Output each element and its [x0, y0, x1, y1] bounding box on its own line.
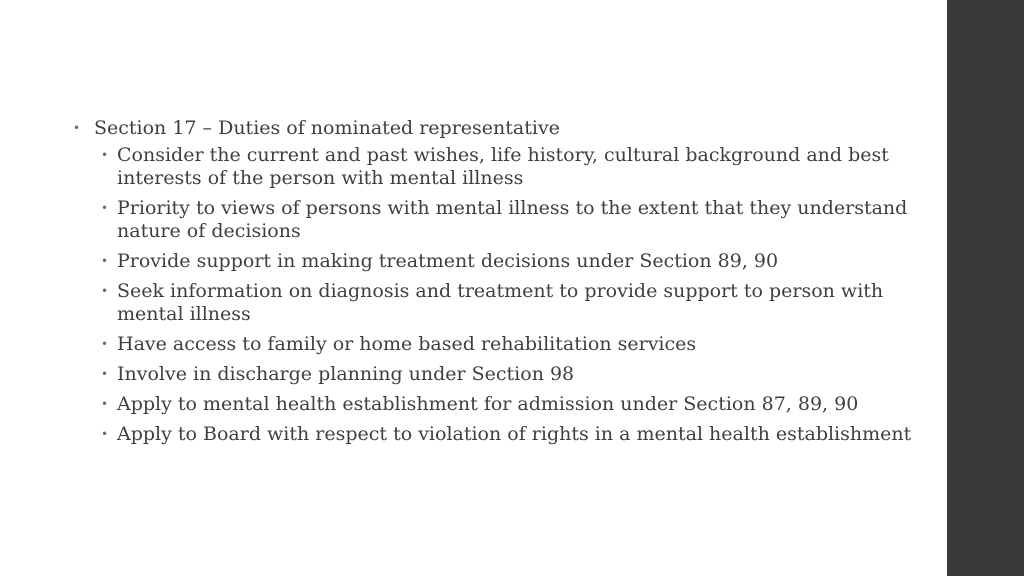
- list-item: [73, 333, 933, 356]
- section-heading: Section 17 – Duties of nominated representative: [94, 117, 560, 139]
- sub-bullet-list: [73, 144, 933, 446]
- bullet-icon: •: [101, 254, 109, 268]
- list-item-text: Apply to mental health establishment for admission under Section 87, 89, 90: [117, 393, 859, 415]
- list-item-text: Consider the current and past wishes, life history, cultural background and best interests of the person with mental illness: [117, 144, 889, 189]
- list-item: [73, 144, 933, 190]
- side-accent-bar: [947, 0, 1024, 576]
- list-item-text: Apply to Board with respect to violation of rights in a mental health establishment: [117, 423, 912, 445]
- bullet-icon: •: [101, 427, 109, 441]
- list-item-text: Seek information on diagnosis and treatment to provide support to person with mental illness: [117, 280, 884, 325]
- list-item-text: Involve in discharge planning under Section 98: [117, 363, 575, 385]
- list-item: [73, 280, 933, 326]
- bullet-icon: •: [73, 121, 81, 135]
- list-item-text: Priority to views of persons with mental illness to the extent that they understand nature of decisions: [117, 197, 908, 242]
- list-item: [73, 197, 933, 243]
- list-item: [73, 423, 933, 446]
- bullet-icon: •: [101, 284, 109, 298]
- list-item: [73, 393, 933, 416]
- bullet-icon: •: [101, 201, 109, 215]
- bullet-icon: •: [101, 397, 109, 411]
- bullet-icon: •: [101, 367, 109, 381]
- list-item-text: Provide support in making treatment decisions under Section 89, 90: [117, 250, 779, 272]
- bullet-icon: •: [101, 337, 109, 351]
- list-item-text: Have access to family or home based rehabilitation services: [117, 333, 697, 355]
- bullet-icon: •: [101, 148, 109, 162]
- slide-content: [73, 116, 933, 453]
- list-item: [73, 363, 933, 386]
- main-bullet-item: [73, 116, 933, 140]
- list-item: [73, 250, 933, 273]
